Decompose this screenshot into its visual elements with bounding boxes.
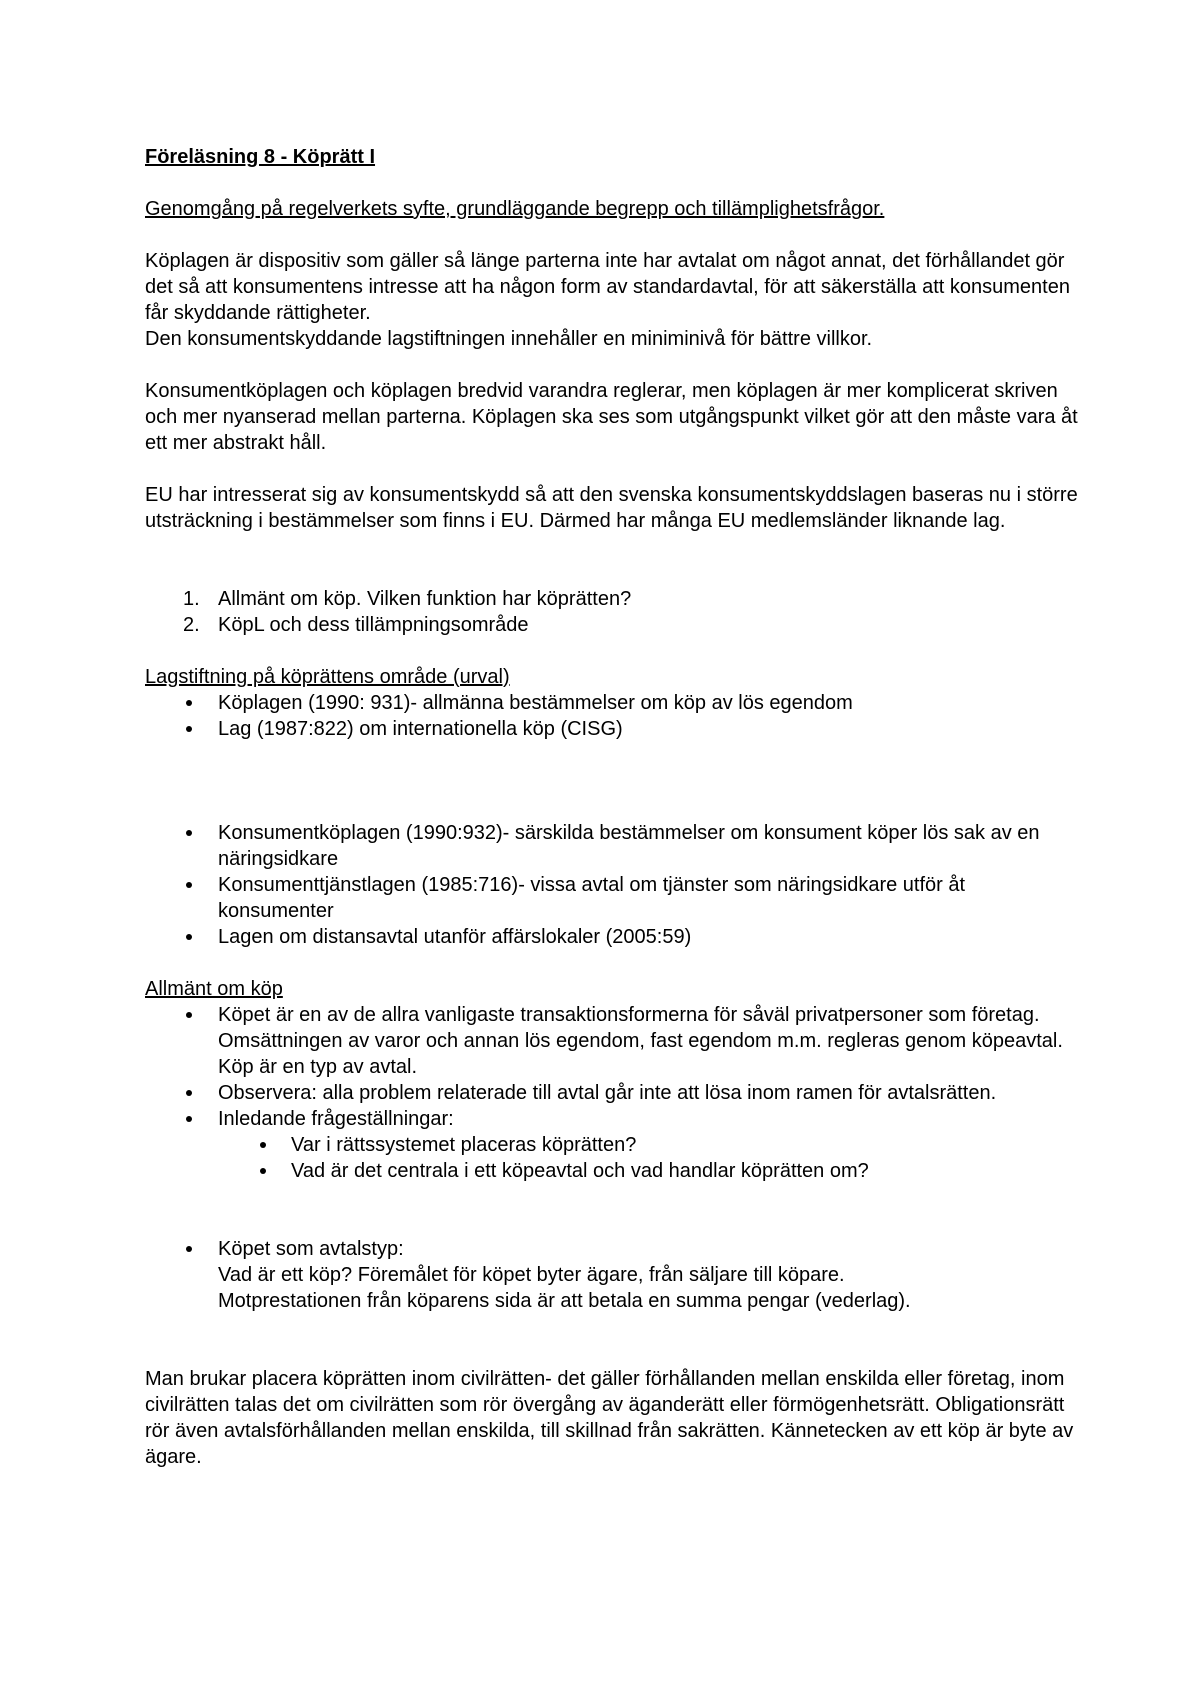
list-item-text: Köpet är en av de allra vanligaste transaktionsformerna för såväl privatpersoner som företag. Omsättningen av varor och annan lös egendom, fast egendom m.m. regleras genom köpeavtal. Köp är en typ av avtal. (218, 1004, 1063, 1078)
list-item-text: Lagen om distansavtal utanför affärslokaler (2005:59) (218, 926, 692, 948)
section-heading-lagstiftning: Lagstiftning på köprättens område (urval) (145, 666, 510, 688)
list-item-text: Konsumenttjänstlagen (1985:716)- vissa avtal om tjänster som näringsidkare utför åt konsumenter (218, 874, 966, 922)
list-item (145, 586, 1080, 612)
closing-paragraph: Man brukar placera köprätten inom civilrätten- det gäller förhållanden mellan enskilda eller företag, inom civilrätten talas det om civilrätten som rör övergång av äganderätt eller förmögenhetsrätt. Obligationsrätt rör även avtalsförhållanden mellan enskilda, till skillnad från sakrätten. Kännetecken av ett köp är byte av ägare. (145, 1368, 1074, 1468)
list-number: 1. (183, 588, 200, 610)
bullet-icon (186, 1012, 192, 1018)
intro-paragraph-2: Den konsumentskyddande lagstiftningen innehåller en miniminivå för bättre villkor. (145, 328, 873, 350)
list-number: 2. (183, 614, 200, 636)
list-item-text: Observera: alla problem relaterade till avtal går inte att lösa inom ramen för avtalsrätten. (218, 1082, 997, 1104)
list-item (145, 1106, 1080, 1132)
list-item-text: Köplagen (1990: 931)- allmänna bestämmelser om köp av lös egendom (218, 692, 853, 714)
list-item-text: Var i rättssystemet placeras köprätten? (291, 1134, 637, 1156)
bullet-list-lagstiftning-2 (145, 820, 1080, 950)
bullet-icon (260, 1142, 266, 1148)
paragraph-konsumentkoplagen: Konsumentköplagen och köplagen bredvid varandra reglerar, men köplagen är mer komplicerat skriven och mer nyanserad mellan parterna. Köplagen ska ses som utgångspunkt vilket gör att den måste vara åt ett mer abstrakt håll. (145, 380, 1078, 454)
list-item (145, 1236, 1080, 1314)
bullet-icon (186, 1116, 192, 1122)
list-item-text: Lag (1987:822) om internationella köp (CISG) (218, 718, 623, 740)
bullet-icon (186, 882, 192, 888)
page-title: Föreläsning 8 - Köprätt I (145, 146, 376, 168)
list-item-text: Köpet som avtalstyp: (218, 1238, 404, 1260)
list-item (145, 820, 1080, 872)
list-item (145, 716, 1080, 742)
bullet-icon (186, 700, 192, 706)
list-item-text-line-2: Vad är ett köp? Föremålet för köpet byter ägare, från säljare till köpare. (218, 1264, 845, 1286)
list-item (145, 1080, 1080, 1106)
bullet-icon (186, 934, 192, 940)
list-item-text: Konsumentköplagen (1990:932)- särskilda bestämmelser om konsument köper lös sak av en näringsidkare (218, 822, 1040, 870)
sub-bullet-list (145, 1132, 1080, 1184)
bullet-icon (260, 1168, 266, 1174)
list-item-text: Vad är det centrala i ett köpeavtal och vad handlar köprätten om? (291, 1160, 869, 1182)
numbered-list (145, 586, 1080, 638)
list-item-text: Inledande frågeställningar: (218, 1108, 454, 1130)
paragraph-eu: EU har intresserat sig av konsumentskydd så att den svenska konsumentskyddslagen baseras nu i större utsträckning i bestämmelser som finns i EU. Därmed har många EU medlemsländer liknande lag. (145, 484, 1078, 532)
bullet-icon (186, 1246, 192, 1252)
sub-list-item (145, 1158, 1080, 1184)
list-item (145, 1002, 1080, 1080)
list-item-text: Allmänt om köp. Vilken funktion har köprätten? (218, 588, 632, 610)
sub-list-item (145, 1132, 1080, 1158)
bullet-list-allmant (145, 1002, 1080, 1132)
intro-paragraph: Köplagen är dispositiv som gäller så länge parterna inte har avtalat om något annat, det förhållandet gör det så att konsumentens intresse att ha någon form av standardavtal, för att säkerställa att konsumenten får skyddande rättigheter. (145, 250, 1070, 324)
section-heading-allmant: Allmänt om köp (145, 978, 283, 1000)
list-item-text: KöpL och dess tillämpningsområde (218, 614, 529, 636)
list-item (145, 924, 1080, 950)
list-item (145, 872, 1080, 924)
subtitle: Genomgång på regelverkets syfte, grundläggande begrepp och tillämplighetsfrågor. (145, 198, 885, 220)
list-item-text-line-3: Motprestationen från köparens sida är att betala en summa pengar (vederlag). (218, 1290, 911, 1312)
bullet-icon (186, 830, 192, 836)
list-item (145, 690, 1080, 716)
bullet-list-avtalstyp (145, 1236, 1080, 1314)
bullet-icon (186, 1090, 192, 1096)
document-page (145, 144, 1080, 1470)
bullet-icon (186, 726, 192, 732)
bullet-list-lagstiftning-1 (145, 690, 1080, 742)
list-item (145, 612, 1080, 638)
